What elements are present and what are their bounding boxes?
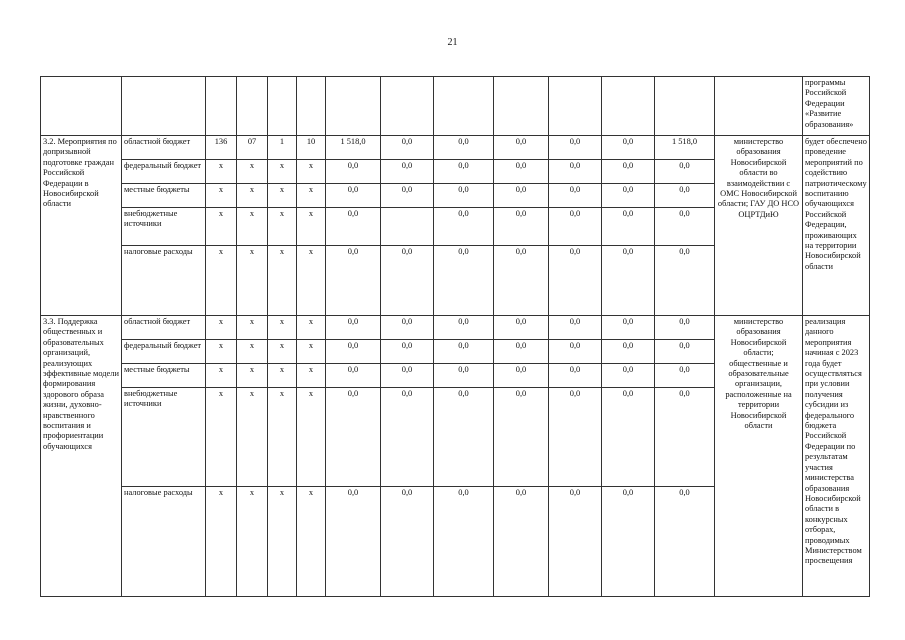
- code-cell: х: [237, 160, 268, 184]
- value-cell: 0,0: [434, 388, 494, 487]
- measure-title: 3.2. Мероприятия по допризывной подготовке граждан Российской Федерации в Новосибирской области: [41, 136, 122, 316]
- code-cell: х: [297, 184, 326, 208]
- value-cell: 0,0: [381, 487, 434, 597]
- value-cell: 0,0: [655, 340, 715, 364]
- value-cell: 0,0: [434, 184, 494, 208]
- executor-cell: министерство образования Новосибирской области; общественные и образовательные организации, расположенные на территории Новосибирской области: [715, 316, 803, 597]
- funding-source: федеральный бюджет: [122, 340, 206, 364]
- value-cell: 0,0: [655, 246, 715, 316]
- value-cell: 0,0: [434, 160, 494, 184]
- value-cell: 0,0: [326, 160, 381, 184]
- value-cell: 0,0: [434, 340, 494, 364]
- value-cell: 0,0: [602, 208, 655, 246]
- value-cell: 0,0: [549, 184, 602, 208]
- code-cell: х: [206, 160, 237, 184]
- code-cell: х: [268, 316, 297, 340]
- note-cell: реализация данного мероприятия начиная с 2023 года будет осуществляться при условии получения субсидии из федерального бюджета Российской Федерации по результатам участия министерства образования Новосибирской области в конкурсных отборах, проводимых Министерством просвещения: [803, 316, 870, 597]
- code-cell: х: [206, 316, 237, 340]
- funding-source: местные бюджеты: [122, 364, 206, 388]
- value-cell: 0,0: [326, 208, 381, 246]
- code-cell: 1: [268, 136, 297, 160]
- note-cell: будет обеспечено проведение мероприятий по содействию патриотическому воспитанию обучающихся Российской Федерации, проживающих на территории Новосибирской области: [803, 136, 870, 316]
- value-cell: 0,0: [494, 136, 549, 160]
- value-cell: 0,0: [381, 184, 434, 208]
- code-cell: х: [206, 208, 237, 246]
- code-cell: х: [206, 184, 237, 208]
- code-cell: х: [237, 316, 268, 340]
- table-row-continuation: [41, 77, 870, 136]
- code-cell: х: [237, 364, 268, 388]
- value-cell: 0,0: [494, 340, 549, 364]
- value-cell: 0,0: [549, 487, 602, 597]
- value-cell: 0,0: [381, 340, 434, 364]
- code-cell: х: [206, 340, 237, 364]
- code-cell: х: [206, 246, 237, 316]
- value-cell: 0,0: [549, 160, 602, 184]
- value-cell: 0,0: [494, 208, 549, 246]
- measure-title: 3.3. Поддержка общественных и образовательных организаций, реализующих эффективные модели формирования здорового образа жизни, духовно-нравственного воспитания и профориентации обучающихся: [41, 316, 122, 597]
- value-cell: 0,0: [655, 364, 715, 388]
- value-cell: 0,0: [381, 246, 434, 316]
- value-cell: 0,0: [602, 246, 655, 316]
- page-number: 21: [447, 37, 458, 48]
- value-cell: 0,0: [655, 388, 715, 487]
- code-cell: х: [297, 160, 326, 184]
- code-cell: 10: [297, 136, 326, 160]
- value-cell: 0,0: [549, 364, 602, 388]
- value-cell: 0,0: [326, 184, 381, 208]
- value-cell: 0,0: [602, 184, 655, 208]
- value-cell: 0,0: [434, 136, 494, 160]
- code-cell: х: [206, 388, 237, 487]
- funding-source: налоговые расходы: [122, 246, 206, 316]
- code-cell: х: [297, 364, 326, 388]
- code-cell: х: [268, 160, 297, 184]
- code-cell: х: [206, 487, 237, 597]
- value-cell: 0,0: [326, 487, 381, 597]
- value-cell: 0,0: [434, 316, 494, 340]
- value-cell: 0,0: [602, 388, 655, 487]
- funding-source: местные бюджеты: [122, 184, 206, 208]
- value-cell: 0,0: [602, 136, 655, 160]
- value-cell: 0,0: [494, 388, 549, 487]
- code-cell: х: [297, 388, 326, 487]
- value-cell: 0,0: [381, 388, 434, 487]
- code-cell: х: [237, 184, 268, 208]
- value-cell: 0,0: [602, 160, 655, 184]
- code-cell: х: [297, 316, 326, 340]
- code-cell: х: [237, 340, 268, 364]
- value-cell: [381, 208, 434, 246]
- value-cell: 0,0: [602, 340, 655, 364]
- funding-source: областной бюджет: [122, 316, 206, 340]
- value-cell: 0,0: [434, 364, 494, 388]
- value-cell: 0,0: [549, 388, 602, 487]
- value-cell: 0,0: [381, 136, 434, 160]
- code-cell: х: [268, 340, 297, 364]
- funding-source: федеральный бюджет: [122, 160, 206, 184]
- value-cell: 0,0: [655, 316, 715, 340]
- code-cell: х: [268, 184, 297, 208]
- funding-source: областной бюджет: [122, 136, 206, 160]
- code-cell: 136: [206, 136, 237, 160]
- value-cell: 0,0: [655, 487, 715, 597]
- program-table: [40, 76, 870, 597]
- value-cell: 0,0: [602, 364, 655, 388]
- value-cell: 0,0: [326, 246, 381, 316]
- code-cell: х: [268, 246, 297, 316]
- value-cell: 0,0: [434, 246, 494, 316]
- funding-source: внебюджетные источники: [122, 388, 206, 487]
- value-cell: 0,0: [494, 364, 549, 388]
- value-cell: 0,0: [602, 487, 655, 597]
- code-cell: х: [297, 208, 326, 246]
- code-cell: 07: [237, 136, 268, 160]
- table-row: [41, 316, 870, 340]
- code-cell: х: [237, 487, 268, 597]
- code-cell: х: [297, 487, 326, 597]
- value-cell: 0,0: [434, 208, 494, 246]
- value-cell: 0,0: [549, 246, 602, 316]
- value-cell: 0,0: [381, 364, 434, 388]
- value-cell: 0,0: [381, 316, 434, 340]
- value-cell: 0,0: [494, 160, 549, 184]
- value-cell: 0,0: [326, 364, 381, 388]
- code-cell: х: [268, 364, 297, 388]
- executor-cell: министерство образования Новосибирской области во взаимодействии с ОМС Новосибирской области; ГАУ ДО НСО ОЦРТДиЮ: [715, 136, 803, 316]
- value-cell: 0,0: [655, 184, 715, 208]
- code-cell: х: [297, 340, 326, 364]
- value-cell: 0,0: [326, 388, 381, 487]
- value-cell: 0,0: [494, 487, 549, 597]
- value-cell: 0,0: [381, 160, 434, 184]
- funding-source: внебюджетные источники: [122, 208, 206, 246]
- value-cell: 0,0: [494, 246, 549, 316]
- value-cell: 0,0: [549, 316, 602, 340]
- code-cell: х: [297, 246, 326, 316]
- value-cell: 0,0: [494, 184, 549, 208]
- table-row: [41, 136, 870, 160]
- value-cell: 0,0: [494, 316, 549, 340]
- code-cell: х: [268, 388, 297, 487]
- value-cell: 0,0: [326, 316, 381, 340]
- code-cell: х: [268, 208, 297, 246]
- value-cell: 1 518,0: [655, 136, 715, 160]
- value-cell: 0,0: [434, 487, 494, 597]
- code-cell: х: [237, 388, 268, 487]
- value-cell: 0,0: [326, 340, 381, 364]
- value-cell: 0,0: [602, 316, 655, 340]
- funding-source: налоговые расходы: [122, 487, 206, 597]
- value-cell: 0,0: [549, 208, 602, 246]
- code-cell: х: [237, 246, 268, 316]
- note-cell: программы Российской Федерации «Развитие образования»: [803, 77, 870, 136]
- value-cell: 1 518,0: [326, 136, 381, 160]
- value-cell: 0,0: [655, 160, 715, 184]
- value-cell: 0,0: [549, 136, 602, 160]
- code-cell: х: [206, 364, 237, 388]
- code-cell: х: [268, 487, 297, 597]
- value-cell: 0,0: [549, 340, 602, 364]
- value-cell: 0,0: [655, 208, 715, 246]
- code-cell: х: [237, 208, 268, 246]
